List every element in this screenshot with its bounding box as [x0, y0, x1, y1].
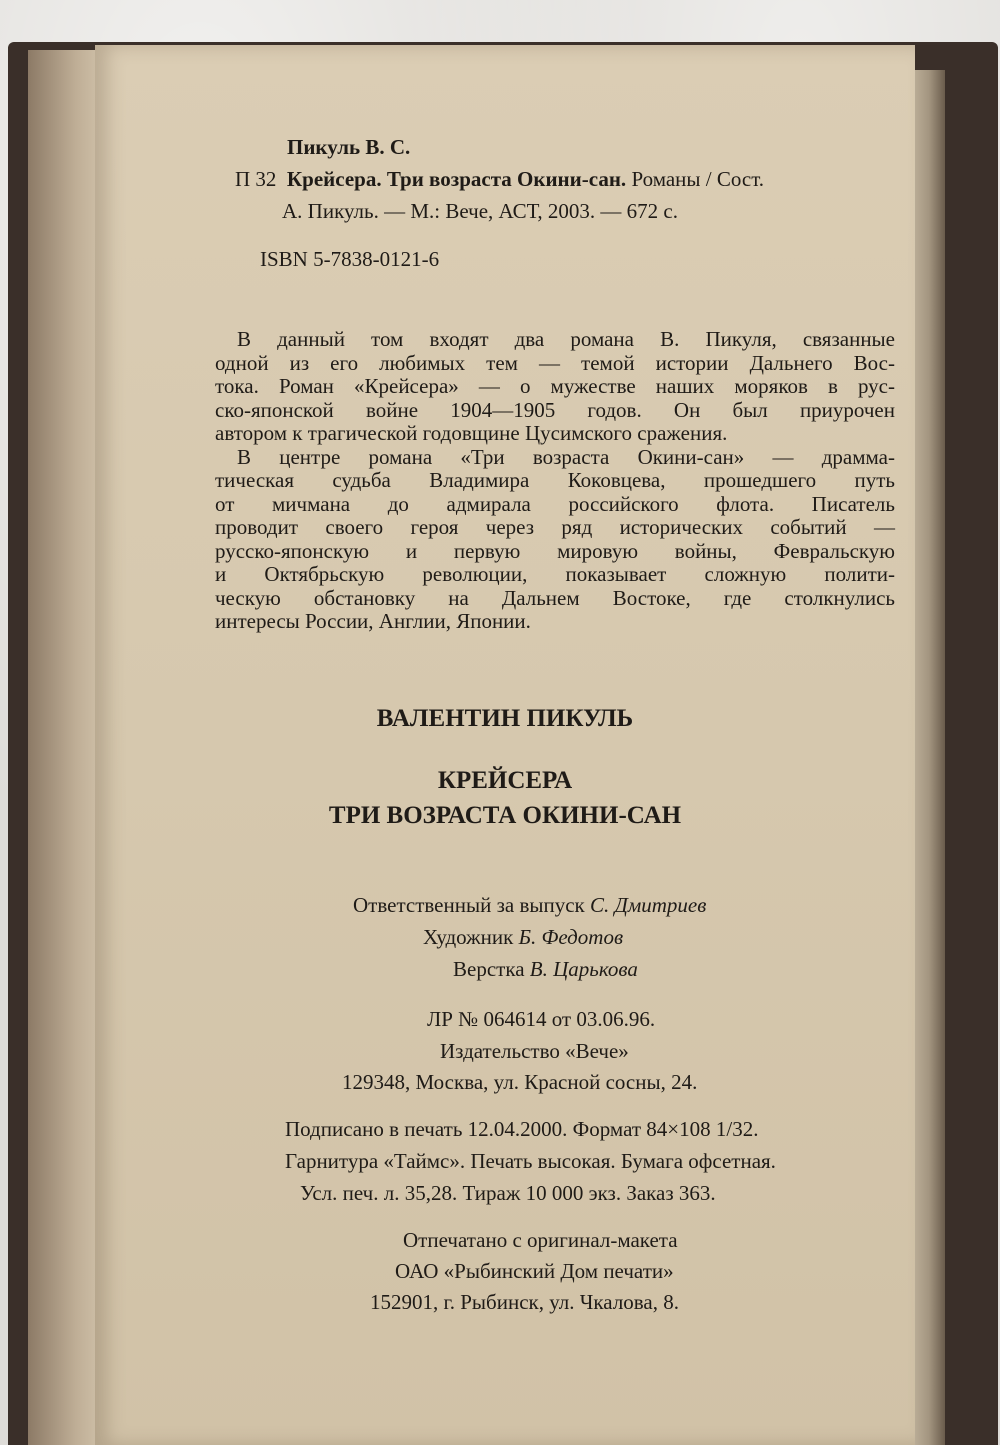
book-title-1: КРЕЙСЕРА	[437, 767, 573, 794]
annotation-line: В данный том входят два романа В. Пикуля, связанные	[237, 327, 895, 351]
annotation	[215, 328, 895, 634]
annotation-line: русско-японскую и первую мировую войны, Февральскую	[215, 538, 895, 563]
credit-artist	[423, 925, 623, 950]
annotation-line: ческую обстановку на Дальнем Востоке, где столкнулись	[215, 585, 895, 610]
print-typeface: Гарнитура «Таймс». Печать высокая. Бумага офсетная.	[285, 1149, 776, 1173]
printer-line-3: 152901, г. Рыбинск, ул. Чкалова, 8.	[370, 1290, 680, 1314]
credit-label: Верстка	[453, 957, 525, 981]
annotation-line: проводит своего героя через ряд исторических событий —	[215, 515, 895, 539]
catalog-index-line	[235, 169, 764, 190]
book-author: ВАЛЕНТИН ПИКУЛЬ	[376, 705, 634, 732]
credit-layout	[453, 957, 638, 982]
catalog-author: Пикуль В. С.	[287, 135, 411, 159]
annotation-line: В центре романа «Три возраста Окини-сан» — драмма-	[237, 444, 895, 469]
print-format-fraction: 1/32.	[715, 1117, 759, 1141]
credit-label: Художник	[423, 925, 514, 949]
printer-line-2: ОАО «Рыбинский Дом печати»	[395, 1259, 674, 1283]
credit-name: С. Дмитриев	[589, 893, 707, 917]
print-signed	[285, 1117, 758, 1142]
annotation-line: от мичмана до адмирала российского флота. Писатель	[215, 491, 895, 516]
publisher-name: Издательство «Вече»	[440, 1039, 629, 1063]
print-volume: Усл. печ. л. 35,28. Тираж 10 000 экз. Заказ 363.	[300, 1181, 716, 1205]
book-title-2: ТРИ ВОЗРАСТА ОКИНИ-САН	[328, 802, 682, 829]
annotation-line: тока. Роман «Крейсера» — о мужестве наших моряков в рус-	[215, 374, 895, 398]
credit-responsible	[353, 893, 706, 918]
catalog-index: П 32	[235, 167, 277, 191]
printer-line-1: Отпечатано с оригинал-макета	[403, 1228, 678, 1252]
catalog-title: Крейсера. Три возраста Окини-сан.	[286, 167, 627, 191]
credit-name: В. Царькова	[529, 957, 638, 981]
annotation-line: и Октябрьскую революции, показывает сложную полити-	[215, 562, 895, 586]
catalog-imprint: А. Пикуль. — М.: Вече, АСТ, 2003. — 672 с.	[282, 199, 678, 223]
annotation-line: интересы России, Англии, Японии.	[215, 609, 531, 633]
credit-label: Ответственный за выпуск	[353, 893, 585, 917]
catalog-title-rest: Романы / Сост.	[631, 167, 765, 191]
annotation-line: одной из его любимых тем — темой истории Дальнего Вос-	[215, 350, 895, 375]
print-signed-text: Подписано в печать 12.04.2000. Формат 84×108	[285, 1117, 711, 1141]
publisher-license: ЛР № 064614 от 03.06.96.	[427, 1007, 656, 1031]
copyright-page	[95, 45, 915, 1445]
catalog-isbn: ISBN 5-7838-0121-6	[260, 247, 440, 271]
annotation-line: тическая судьба Владимира Коковцева, прошедшего путь	[215, 468, 895, 492]
publisher-address: 129348, Москва, ул. Красной сосны, 24.	[342, 1070, 698, 1094]
annotation-line: ско-японской войне 1904—1905 годов. Он был приурочен	[215, 397, 895, 422]
credit-name: Б. Федотов	[518, 925, 624, 949]
annotation-line: автором к трагической годовщине Цусимского сражения.	[215, 421, 728, 445]
